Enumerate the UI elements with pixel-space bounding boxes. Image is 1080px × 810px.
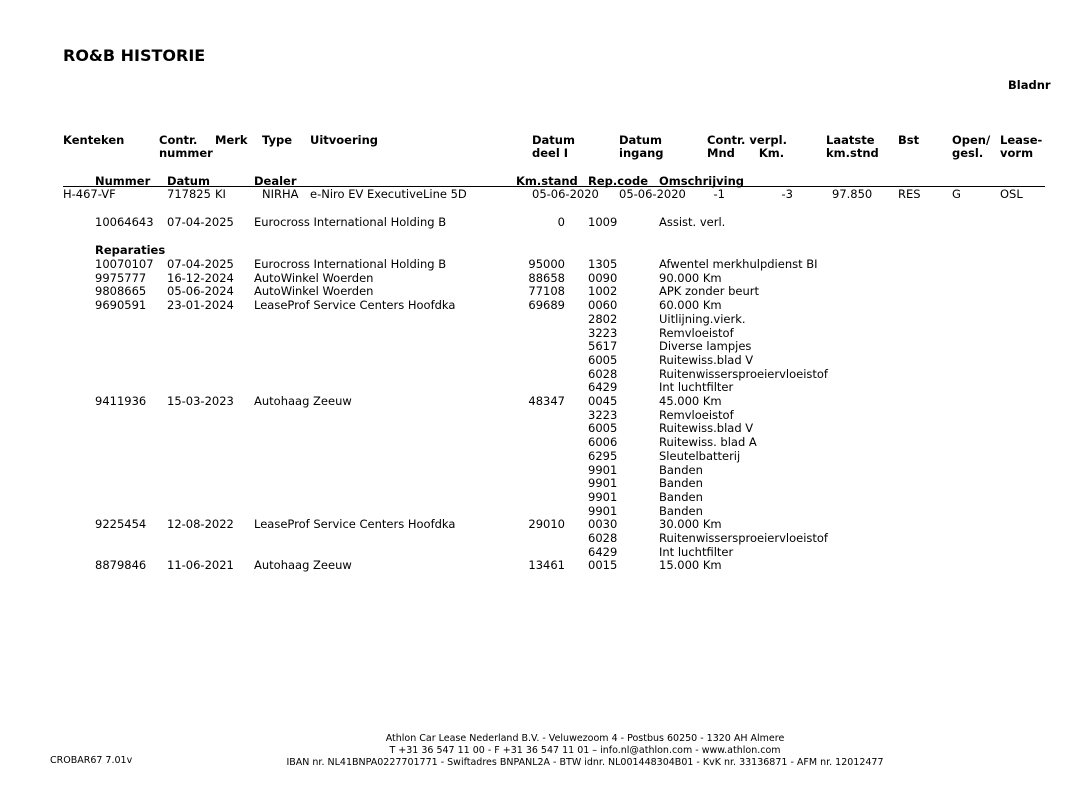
repair-dealer: Autohaag Zeeuw	[254, 394, 352, 408]
header-lease: Lease-	[1000, 133, 1043, 147]
repair-omschrijving: Int luchtfilter	[659, 544, 734, 559]
repair-code: 6295	[588, 448, 618, 463]
repair-km: 88658	[528, 270, 565, 285]
repair-omschrijving: 60.000 Km	[659, 298, 722, 313]
subheader-omschrijving: Omschrijving	[659, 174, 745, 188]
repair-omschrijving: Ruitewiss.blad V	[659, 421, 754, 436]
vehicle-mnd: -1	[713, 187, 725, 201]
header-datum-ingang-a: Datum	[619, 133, 662, 147]
repair-code: 9901	[588, 462, 618, 477]
repair-omschrijving: Ruitewiss. blad A	[659, 435, 757, 450]
vehicle-km: -3	[781, 187, 793, 201]
repair-datum: 12-08-2022	[167, 517, 234, 532]
repair-code: 6028	[588, 366, 618, 381]
subheader-repcode: Rep.code	[588, 174, 649, 188]
repair-dealer: LeaseProf Service Centers Hoofdka	[254, 298, 456, 313]
reparaties-heading: Reparaties	[95, 243, 166, 257]
assist-km: 0	[557, 215, 565, 229]
repair-datum: 11-06-2021	[167, 558, 234, 573]
repair-datum: 05-06-2024	[167, 284, 234, 299]
repair-datum: 15-03-2023	[167, 394, 234, 408]
vehicle-datum-ingang: 05-06-2020	[619, 187, 686, 201]
header-kmstnd: km.stnd	[826, 146, 879, 160]
vehicle-bst: RES	[898, 187, 921, 201]
footer-bank: IBAN nr. NL41BNPA0227701771 - Swiftadres BNPANL2A - BTW idnr. NL001448304B01 - KvK nr. 33136871 - AFM nr. 12012477	[286, 757, 884, 768]
assist-datum: 07-04-2025	[167, 215, 234, 229]
repair-omschrijving: Uitlijning.vierk.	[659, 311, 746, 326]
header-uitvoering: Uitvoering	[310, 133, 379, 147]
vehicle-contract: 717825	[167, 187, 211, 201]
header-gesl: gesl.	[952, 146, 984, 160]
repair-datum: 23-01-2024	[167, 298, 234, 313]
repair-code: 0015	[588, 558, 618, 573]
header-contr-verpl: Contr. verpl.	[707, 133, 787, 147]
repair-dealer: Autohaag Zeeuw	[254, 558, 352, 573]
header-nummer: nummer	[159, 146, 213, 160]
repair-code: 0045	[588, 394, 618, 408]
repair-code: 0090	[588, 270, 618, 285]
footer-contact: T +31 36 547 11 00 - F +31 36 547 11 01 – info.nl@athlon.com - www.athlon.com	[389, 745, 781, 756]
repair-code: 9901	[588, 476, 618, 491]
repair-km: 69689	[528, 298, 565, 313]
repair-code: 3223	[588, 407, 618, 422]
repair-datum: 07-04-2025	[167, 257, 234, 271]
repair-omschrijving: Remvloeistof	[659, 407, 734, 422]
repair-nummer: 8879846	[95, 558, 147, 573]
repair-nummer: 9225454	[95, 517, 147, 532]
vehicle-type: NIRHA	[262, 187, 299, 201]
repair-code: 5617	[588, 339, 618, 354]
assist-nummer: 10064643	[95, 215, 154, 229]
repair-code: 1002	[588, 284, 618, 299]
assist-code: 1009	[588, 215, 618, 229]
header-datum-deel1-a: Datum	[532, 133, 575, 147]
subheader-kmstand: Km.stand	[516, 174, 578, 188]
repair-omschrijving: Afwentel merkhulpdienst BI	[659, 257, 818, 271]
repair-omschrijving: Ruitenwissersproeiervloeistof	[659, 366, 828, 381]
repair-dealer: Eurocross International Holding B	[254, 257, 447, 271]
assist-omschrijving: Assist. verl.	[659, 215, 726, 229]
repair-omschrijving: Banden	[659, 476, 703, 491]
repair-code: 0060	[588, 298, 618, 313]
subheader-datum: Datum	[167, 174, 210, 188]
repair-code: 6028	[588, 531, 618, 545]
footer	[0, 733, 1080, 769]
header-bst: Bst	[898, 133, 920, 147]
repair-nummer: 9975777	[95, 270, 147, 285]
vehicle-datum-deel1: 05-06-2020	[532, 187, 599, 201]
repair-code: 6429	[588, 380, 618, 395]
repair-dealer: LeaseProf Service Centers Hoofdka	[254, 517, 456, 532]
header-contr: Contr.	[159, 133, 198, 147]
header-vorm: vorm	[1000, 146, 1034, 160]
header-merk: Merk	[215, 133, 248, 147]
page-title: RO&B HISTORIE	[63, 46, 206, 65]
repair-omschrijving: Ruitenwissersproeiervloeistof	[659, 531, 828, 545]
header-datum-deel1-b: deel I	[532, 146, 569, 160]
repair-code: 0030	[588, 517, 618, 532]
header-open: Open/	[952, 133, 991, 147]
repair-omschrijving: Remvloeistof	[659, 325, 734, 340]
repair-km: 13461	[528, 558, 565, 573]
repair-nummer: 9690591	[95, 298, 147, 313]
vehicle-kenteken: H-467-VF	[63, 187, 116, 201]
header-mnd-km: Mnd Km.	[707, 146, 785, 160]
header-laatste: Laatste	[826, 133, 875, 147]
repair-code: 9901	[588, 489, 618, 504]
repair-nummer: 9808665	[95, 284, 147, 299]
repair-omschrijving: Ruitewiss.blad V	[659, 352, 754, 367]
repair-omschrijving: 90.000 Km	[659, 270, 722, 285]
header-datum-ingang-b: ingang	[619, 146, 664, 160]
page-number-label: Bladnr	[1008, 78, 1051, 92]
repair-omschrijving: Int luchtfilter	[659, 380, 734, 395]
repair-dealer: AutoWinkel Woerden	[254, 284, 374, 299]
repair-code: 6005	[588, 352, 618, 367]
repair-omschrijving: APK zonder beurt	[659, 284, 760, 299]
repair-km: 77108	[528, 284, 565, 299]
repair-dealer: AutoWinkel Woerden	[254, 270, 374, 285]
repair-omschrijving: Banden	[659, 489, 703, 504]
repair-omschrijving: 30.000 Km	[659, 517, 722, 532]
subheader-nummer: Nummer	[95, 174, 151, 188]
repair-code: 6006	[588, 435, 618, 450]
header-type: Type	[262, 133, 293, 147]
header-kenteken: Kenteken	[63, 133, 125, 147]
repair-code: 1305	[588, 257, 618, 271]
repair-code: 6005	[588, 421, 618, 436]
repair-omschrijving: 15.000 Km	[659, 558, 722, 573]
repair-km: 29010	[528, 517, 565, 532]
vehicle-lease-vorm: OSL	[1000, 187, 1023, 201]
repair-code: 9901	[588, 503, 618, 518]
repair-km: 95000	[528, 257, 565, 271]
repair-omschrijving: Banden	[659, 503, 703, 518]
repair-omschrijving: Banden	[659, 462, 703, 477]
repair-nummer: 10070107	[95, 257, 154, 271]
repair-code: 3223	[588, 325, 618, 340]
vehicle-open-gesl: G	[952, 187, 961, 201]
repair-omschrijving: 45.000 Km	[659, 394, 722, 408]
footer-address: Athlon Car Lease Nederland B.V. - Veluwezoom 4 - Postbus 60250 - 1320 AH Almere	[385, 733, 785, 744]
assist-dealer: Eurocross International Holding B	[254, 215, 447, 229]
repair-datum: 16-12-2024	[167, 270, 234, 285]
vehicle-laatste-km: 97.850	[832, 187, 873, 201]
vehicle-merk: KI	[215, 187, 226, 201]
form-code: CROBAR67 7.01v	[50, 755, 133, 766]
repair-omschrijving: Sleutelbatterij	[659, 448, 741, 463]
repair-nummer: 9411936	[95, 394, 147, 408]
repair-km: 48347	[528, 394, 565, 408]
repair-omschrijving: Diverse lampjes	[659, 339, 752, 354]
vehicle-uitvoering: e-Niro EV ExecutiveLine 5D	[310, 187, 467, 201]
subheader-dealer: Dealer	[254, 174, 297, 188]
repair-code: 6429	[588, 544, 618, 559]
repair-code: 2802	[588, 311, 618, 326]
